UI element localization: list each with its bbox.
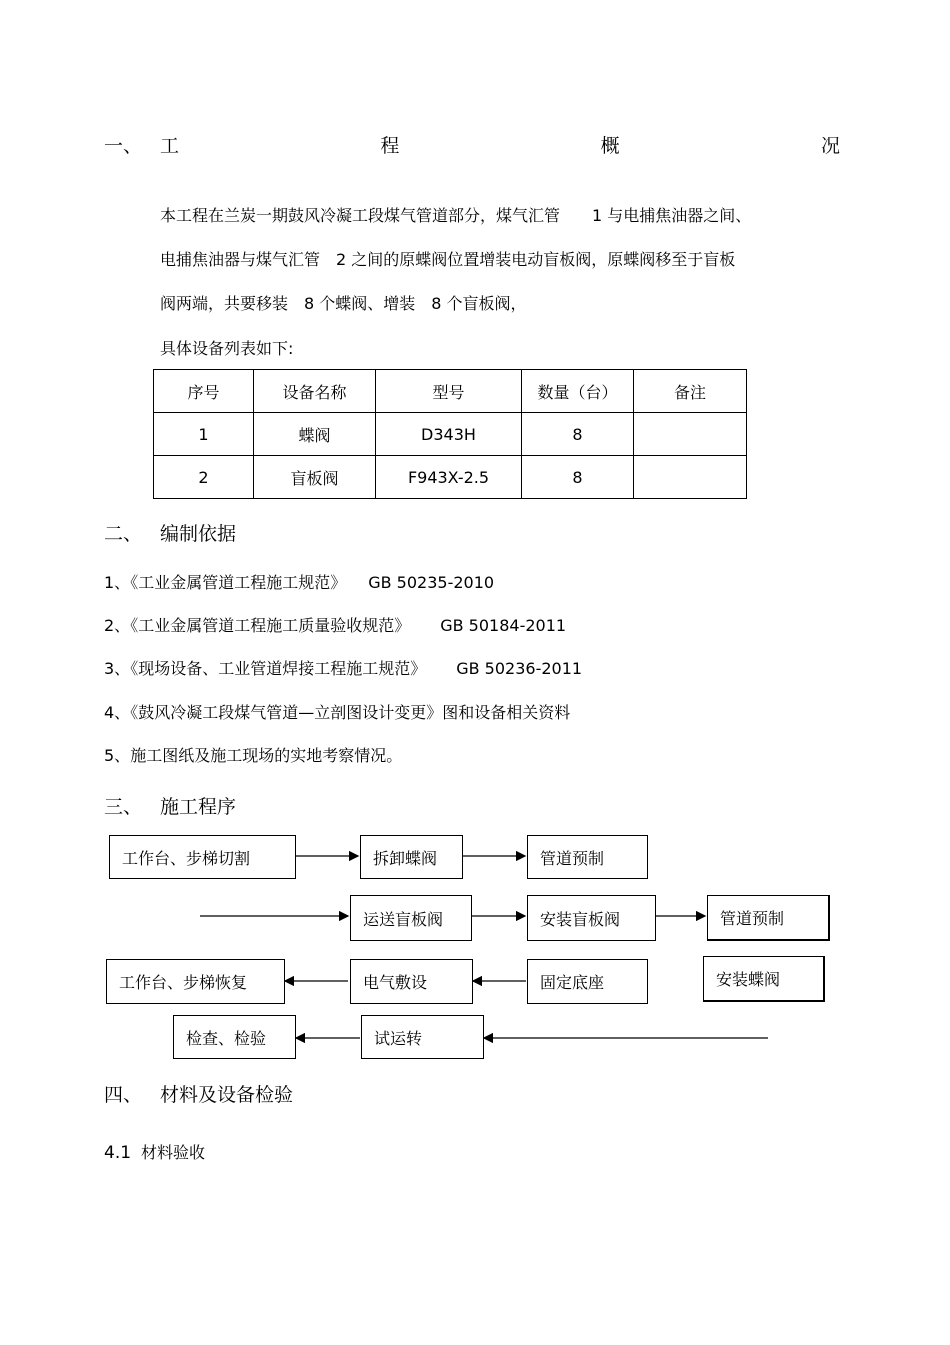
reference-number: 3、 bbox=[104, 659, 131, 678]
flow-step-electrical-laying: 电气敷设 bbox=[350, 959, 473, 1004]
section1-title-char: 工 bbox=[160, 135, 180, 157]
header-cell: 数量（台） bbox=[522, 370, 634, 413]
table-cell: D343H bbox=[376, 413, 522, 456]
section1-number: 一、 bbox=[104, 135, 143, 157]
header-cell: 设备名称 bbox=[254, 370, 376, 413]
header-cell: 备注 bbox=[634, 370, 747, 413]
table-cell: 8 bbox=[522, 413, 634, 456]
reference-number: 1、 bbox=[104, 573, 131, 592]
flow-step-trial-run: 试运转 bbox=[361, 1015, 484, 1059]
section3-title: 施工程序 bbox=[160, 796, 237, 818]
table-intro: 具体设备列表如下: bbox=[160, 339, 294, 358]
overview-line: 阀两端，共要移装 8 个蝶阀、增装 8 个盲板阀， bbox=[160, 294, 527, 313]
section4-number: 四、 bbox=[104, 1084, 143, 1106]
reference-number: 4、 bbox=[104, 703, 131, 722]
overview-line: 电捕焦油器与煤气汇管 2 之间的原蝶阀位置增装电动盲板阀，原蝶阀移至于盲板 bbox=[160, 250, 736, 269]
reference-text: 《现场设备、工业管道焊接工程施工规范》 bbox=[130, 659, 427, 678]
flow-step-cut-platform: 工作台、步梯切割 bbox=[109, 835, 296, 879]
flow-step-pipe-prefab-2: 管道预制 bbox=[707, 895, 830, 941]
flow-step-pipe-prefab: 管道预制 bbox=[527, 835, 648, 879]
reference-number: 5、 bbox=[104, 746, 131, 765]
table-cell: 1 bbox=[154, 413, 254, 456]
section1-title-char: 程 bbox=[380, 135, 400, 157]
reference-code: GB 50236-2011 bbox=[456, 659, 583, 678]
flow-step-install-blind-valve: 安装盲板阀 bbox=[527, 895, 656, 941]
section2-title: 编制依据 bbox=[160, 523, 237, 545]
flow-step-restore-platform: 工作台、步梯恢复 bbox=[106, 959, 285, 1004]
table-cell: 2 bbox=[154, 456, 254, 499]
flow-step-remove-butterfly-valve: 拆卸蝶阀 bbox=[360, 835, 463, 879]
section1-title-char: 概 bbox=[600, 135, 620, 157]
reference-text: 《工业金属管道工程施工质量验收规范》 bbox=[130, 616, 411, 635]
section4-title: 材料及设备检验 bbox=[160, 1084, 294, 1106]
section1-title-char: 况 bbox=[820, 135, 840, 157]
section3-number: 三、 bbox=[104, 796, 143, 818]
subsection-number: 4.1 bbox=[104, 1143, 132, 1163]
reference-text: 施工图纸及施工现场的实地考察情况。 bbox=[130, 746, 403, 765]
flow-step-install-butterfly-valve: 安装蝶阀 bbox=[703, 956, 825, 1002]
subsection-4-1 bbox=[104, 1140, 205, 1163]
flow-step-inspection: 检查、检验 bbox=[173, 1015, 296, 1059]
table-cell: 蝶阀 bbox=[254, 413, 376, 456]
table-cell: 8 bbox=[522, 456, 634, 499]
reference-text: 《工业金属管道工程施工规范》 bbox=[130, 573, 347, 592]
section2-number: 二、 bbox=[104, 523, 143, 545]
reference-code: GB 50235-2010 bbox=[368, 573, 495, 592]
flow-step-transport-blind-valve: 运送盲板阀 bbox=[350, 895, 472, 941]
subsection-title: 材料验收 bbox=[141, 1143, 206, 1162]
header-cell: 型号 bbox=[376, 370, 522, 413]
header-cell: 序号 bbox=[154, 370, 254, 413]
flow-step-fix-base: 固定底座 bbox=[527, 959, 648, 1004]
overview-line: 本工程在兰炭一期鼓风冷凝工段煤气管道部分，煤气汇管 1 与电捕焦油器之间、 bbox=[160, 206, 752, 225]
reference-text: 《鼓风冷凝工段煤气管道—立剖图设计变更》图和设备相关资料 bbox=[130, 703, 571, 722]
table-cell: F943X-2.5 bbox=[376, 456, 522, 499]
reference-code: GB 50184-2011 bbox=[440, 616, 567, 635]
reference-number: 2、 bbox=[104, 616, 131, 635]
table-cell: 盲板阀 bbox=[254, 456, 376, 499]
